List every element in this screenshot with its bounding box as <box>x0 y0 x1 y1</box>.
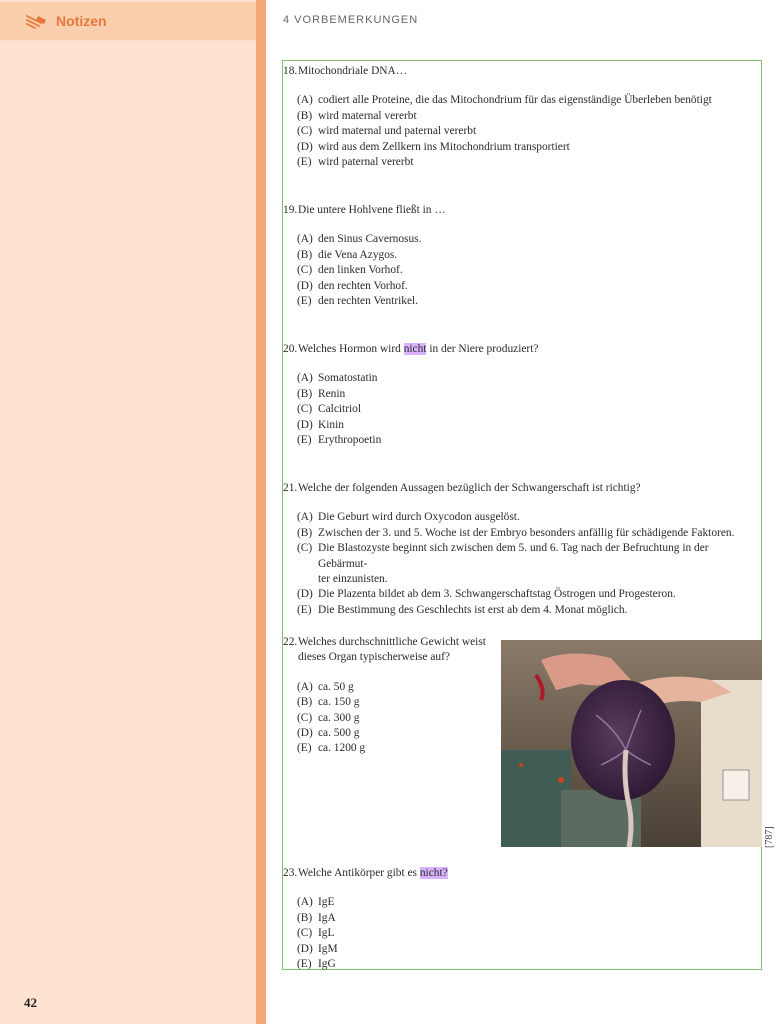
answer-option[interactable] <box>297 942 759 957</box>
answer-option[interactable] <box>297 248 759 263</box>
option-text <box>318 541 759 587</box>
image-source-label: [787] <box>764 826 775 848</box>
answer-option[interactable] <box>297 926 759 941</box>
answer-option[interactable] <box>297 433 759 448</box>
option-letter: (E) <box>297 295 312 308</box>
running-header: 4 VORBEMERKUNGEN <box>283 14 419 26</box>
option-text: den Sinus Cavernosus. <box>318 233 422 246</box>
option-letter: (B) <box>297 911 313 924</box>
stem-text: in der Niere produziert? <box>426 343 539 355</box>
option-letter: (B) <box>297 387 313 400</box>
answer-option[interactable] <box>297 263 759 278</box>
option-letter: (D) <box>297 140 313 153</box>
option-text: Somatostatin <box>318 372 378 385</box>
answer-option[interactable] <box>297 294 759 309</box>
option-letter: (D) <box>297 418 313 431</box>
question-stem: Mitochondriale DNA… <box>298 65 408 77</box>
stem-line: Welches durchschnittliche Gewicht weist <box>298 636 486 648</box>
option-letter: (A) <box>297 233 313 246</box>
option-letter: (E) <box>297 742 312 755</box>
option-text: Erythropoetin <box>318 434 382 447</box>
question-stem <box>298 635 498 666</box>
answer-option[interactable] <box>297 895 759 910</box>
answer-option[interactable] <box>297 418 759 433</box>
option-letter: (D) <box>297 727 313 740</box>
answer-option[interactable] <box>297 371 759 386</box>
option-text: IgA <box>318 911 336 924</box>
option-letter: (E) <box>297 156 312 169</box>
answer-option[interactable] <box>297 279 759 294</box>
notes-title: Notizen <box>56 13 107 29</box>
question-21 <box>283 481 759 618</box>
question-19 <box>283 203 759 309</box>
question-18 <box>283 64 759 170</box>
option-letter: (C) <box>297 711 313 724</box>
option-letter: (E) <box>297 958 312 971</box>
question-number: 22. <box>283 636 298 648</box>
option-letter: (B) <box>297 109 313 122</box>
option-text-line: Die Blastozyste beginnt sich zwischen dem 5. und 6. Tag nach der Befruchtung in der Gebärmut- <box>318 542 709 570</box>
option-letter: (E) <box>297 603 312 616</box>
option-text: IgL <box>318 927 335 940</box>
option-text: ca. 300 g <box>318 711 360 724</box>
option-letter: (A) <box>297 372 313 385</box>
stem-text: Welches Hormon wird <box>298 343 404 355</box>
option-letter: (C) <box>297 927 313 940</box>
option-text: ca. 500 g <box>318 727 360 740</box>
option-text: Die Plazenta bildet ab dem 3. Schwangerschaftstag Östrogen und Progesteron. <box>318 588 676 601</box>
notes-header[interactable] <box>0 2 256 44</box>
option-text: die Vena Azygos. <box>318 248 398 261</box>
stem-text: Welche Antikörper gibt es <box>298 867 420 879</box>
option-text: Calcitriol <box>318 403 362 416</box>
answer-option[interactable] <box>297 587 759 602</box>
answer-option[interactable] <box>297 695 498 710</box>
answer-option[interactable] <box>297 541 759 587</box>
answer-option[interactable] <box>297 124 759 139</box>
option-letter: (C) <box>297 264 313 277</box>
option-letter: (E) <box>297 434 312 447</box>
option-letter: (D) <box>297 279 313 292</box>
answer-option[interactable] <box>297 741 498 756</box>
answer-option[interactable] <box>297 603 759 618</box>
question-stem: Die untere Hohlvene fließt in … <box>298 204 446 216</box>
option-text: Renin <box>318 387 346 400</box>
question-stem: Welche der folgenden Aussagen bezüglich der Schwangerschaft ist richtig? <box>298 482 641 494</box>
answer-option[interactable] <box>297 510 759 525</box>
answer-option[interactable] <box>297 93 759 108</box>
answer-option[interactable] <box>297 680 498 695</box>
option-text: Die Geburt wird durch Oxycodon ausgelöst. <box>318 511 520 524</box>
stem-line: dieses Organ typischerweise auf? <box>298 651 450 664</box>
option-letter: (A) <box>297 511 313 524</box>
question-number: 20. <box>283 343 298 355</box>
option-letter: (A) <box>297 680 313 693</box>
highlighted-word: nicht <box>403 343 427 355</box>
answer-option[interactable] <box>297 232 759 247</box>
answer-option[interactable] <box>297 109 759 124</box>
option-letter: (D) <box>297 942 313 955</box>
option-text: IgE <box>318 896 335 909</box>
answer-option[interactable] <box>297 911 759 926</box>
option-letter: (B) <box>297 526 313 539</box>
option-letter: (A) <box>297 896 313 909</box>
placenta-image <box>501 640 762 847</box>
option-letter: (B) <box>297 248 313 261</box>
answer-option[interactable] <box>297 387 759 402</box>
answer-option[interactable] <box>297 526 759 541</box>
question-number: 19. <box>283 204 298 216</box>
option-letter: (C) <box>297 403 313 416</box>
option-letter: (B) <box>297 696 313 709</box>
option-text: wird aus dem Zellkern ins Mitochondrium transportiert <box>318 140 570 153</box>
option-letter: (C) <box>297 125 313 138</box>
answer-option[interactable] <box>297 726 498 741</box>
option-text: Zwischen der 3. und 5. Woche ist der Embryo besonders anfällig für schädigende Faktoren. <box>318 526 735 539</box>
option-text: IgM <box>318 942 338 955</box>
highlighted-word: nicht? <box>419 867 448 879</box>
option-text: ca. 150 g <box>318 696 360 709</box>
pencil-note-icon <box>24 12 48 30</box>
question-20 <box>283 342 759 448</box>
question-number: 21. <box>283 482 298 494</box>
option-letter: (A) <box>297 94 313 107</box>
option-text-line: ter einzunisten. <box>318 573 388 586</box>
option-letter: (C) <box>297 542 313 555</box>
option-text: Kinin <box>318 418 344 431</box>
option-text: wird paternal vererbt <box>318 156 414 169</box>
option-text: den rechten Vorhof. <box>318 279 408 292</box>
answer-option[interactable] <box>297 402 759 417</box>
option-text: den rechten Ventrikel. <box>318 295 419 308</box>
answer-option[interactable] <box>297 155 759 170</box>
option-text: Die Bestimmung des Geschlechts ist erst ab dem 4. Monat möglich. <box>318 603 628 616</box>
option-text: ca. 50 g <box>318 680 354 693</box>
question-stem <box>298 342 759 357</box>
page-number: 42 <box>24 995 37 1010</box>
organ-photo <box>501 640 762 847</box>
sidebar-edge-stripe <box>256 0 266 1024</box>
notes-sidebar <box>0 0 256 1024</box>
answer-option[interactable] <box>297 711 498 726</box>
option-letter: (D) <box>297 588 313 601</box>
question-number: 23. <box>283 867 298 879</box>
question-23 <box>283 866 759 972</box>
question-22 <box>283 635 498 757</box>
option-text: codiert alle Proteine, die das Mitochondrium für das eigenständige Überleben benötigt <box>318 94 712 107</box>
option-text: wird maternal vererbt <box>318 109 417 122</box>
option-text: den linken Vorhof. <box>318 264 403 277</box>
option-text: IgG <box>318 958 336 971</box>
answer-option[interactable] <box>297 957 759 972</box>
question-number: 18. <box>283 65 298 77</box>
answer-option[interactable] <box>297 140 759 155</box>
option-text: wird maternal und paternal vererbt <box>318 125 477 138</box>
option-text: ca. 1200 g <box>318 742 366 755</box>
question-stem <box>298 866 759 881</box>
